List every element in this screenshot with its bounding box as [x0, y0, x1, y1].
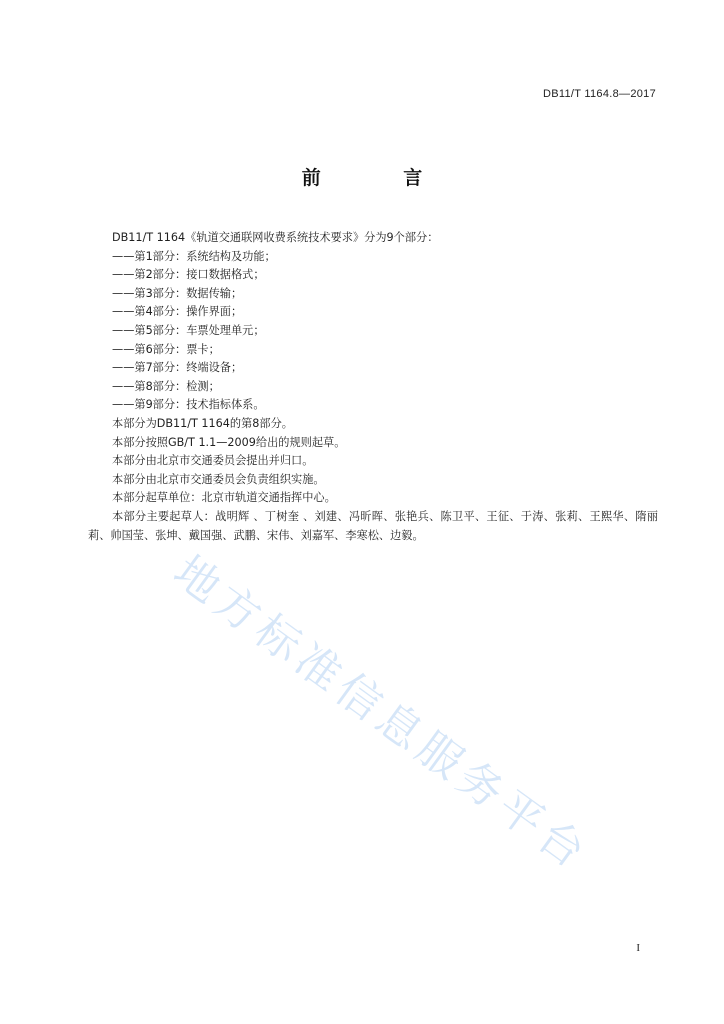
list-item: ——第2部分：接口数据格式；: [112, 268, 265, 282]
list-item: ——第4部分：操作界面；: [112, 305, 243, 319]
drafters-paragraph: 本部分主要起草人：战明辉 、丁树奎 、刘建、冯昕晖、张艳兵、陈卫平、王征、于涛、张莉、王熙华、隋丽莉、帅国莹、张坤、戴国强、武鹏、宋伟、刘嘉军、李寒松、边毅。: [88, 509, 658, 542]
standard-code: DB11/T 1164.8—2017: [542, 88, 656, 100]
statement-paragraph: 本部分按照GB/T 1.1—2009给出的规则起草。: [112, 435, 346, 449]
watermark-text: 地方标准信息服务平台: [164, 546, 599, 882]
intro-paragraph: DB11/T 1164《轨道交通联网收费系统技术要求》分为9个部分：: [112, 231, 439, 244]
list-item: ——第5部分：车票处理单元；: [112, 323, 265, 337]
list-item: ——第9部分：技术指标体系。: [112, 398, 265, 412]
list-item: ——第7部分：终端设备；: [112, 361, 243, 375]
body-text: [88, 229, 658, 545]
statement-paragraph: 本部分由北京市交通委员会提出并归口。: [112, 454, 314, 468]
statement-paragraph: 本部分起草单位：北京市轨道交通指挥中心。: [112, 491, 336, 505]
page-title: 前 言: [301, 167, 461, 189]
list-item: ——第6部分：票卡；: [112, 342, 220, 356]
page-number: I: [636, 942, 640, 954]
list-item: ——第1部分：系统结构及功能；: [112, 249, 276, 263]
statement-paragraph: 本部分为DB11/T 1164的第8部分。: [112, 416, 293, 430]
list-item: ——第3部分：数据传输；: [112, 286, 243, 300]
statement-paragraph: 本部分由北京市交通委员会负责组织实施。: [112, 472, 325, 486]
list-item: ——第8部分：检测；: [112, 379, 220, 393]
